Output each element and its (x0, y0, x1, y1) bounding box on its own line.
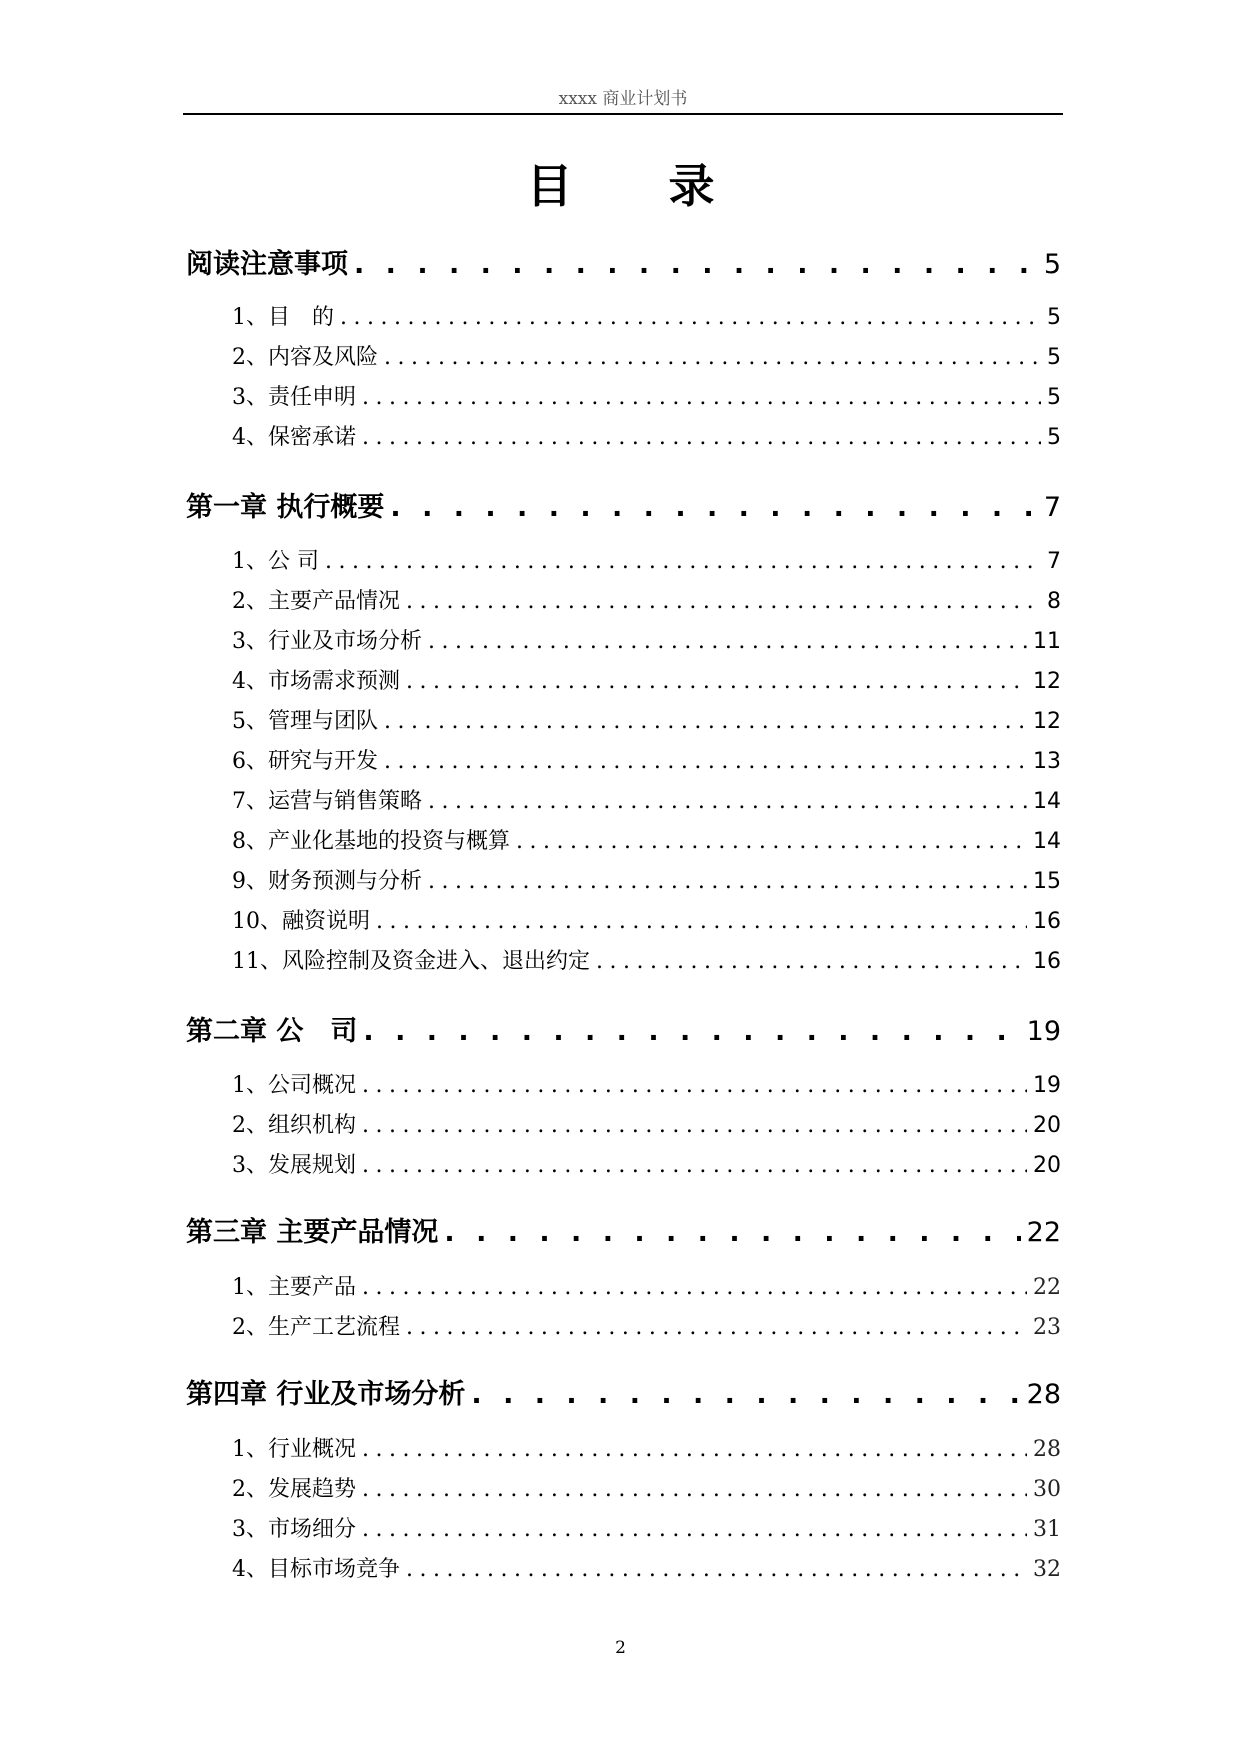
toc-item[interactable] (232, 340, 1061, 371)
toc-item-label: 2、组织机构 (232, 1113, 356, 1138)
toc-item[interactable] (232, 824, 1061, 855)
toc-title: 目 录 (526, 159, 755, 213)
toc-item-label: 6、研究与开发 (232, 749, 378, 774)
toc-item[interactable] (232, 944, 1061, 975)
toc-item[interactable] (232, 704, 1061, 735)
toc-page-number: 19 (1026, 1016, 1061, 1047)
toc-chapter[interactable] (186, 242, 1061, 281)
toc-item[interactable] (232, 1068, 1061, 1099)
toc-leader (444, 1217, 1020, 1248)
toc-item-label: 2、主要产品情况 (232, 589, 400, 614)
toc-leader (471, 1379, 1020, 1410)
toc-leader (390, 492, 1037, 523)
toc-chapter[interactable] (186, 485, 1061, 524)
toc-page-number: 23 (1033, 1315, 1061, 1340)
toc-page-number: 14 (1033, 829, 1061, 854)
toc-page-number: 31 (1033, 1517, 1061, 1542)
toc-chapter[interactable] (186, 1009, 1061, 1048)
toc-item-label: 7、运营与销售策略 (232, 789, 422, 814)
toc-item-label: 2、内容及风险 (232, 345, 378, 370)
toc-item[interactable] (232, 584, 1061, 615)
toc-page-number: 28 (1033, 1437, 1061, 1462)
toc-item-label: 4、保密承诺 (232, 425, 356, 450)
toc-page-number: 16 (1033, 909, 1061, 934)
toc-leader (362, 1437, 1027, 1462)
toc-page-number: 11 (1033, 629, 1061, 654)
toc-item[interactable] (232, 380, 1061, 411)
toc-page-number: 20 (1033, 1153, 1061, 1178)
toc-item[interactable] (232, 544, 1061, 575)
toc-item[interactable] (232, 1270, 1061, 1301)
toc-leader (362, 385, 1041, 410)
toc-leader (406, 1315, 1027, 1340)
toc-item[interactable] (232, 1512, 1061, 1543)
toc-chapter-label: 第四章 行业及市场分析 (186, 1379, 466, 1410)
toc-leader (362, 1477, 1027, 1502)
toc-page-number: 12 (1033, 709, 1061, 734)
toc-leader (406, 1557, 1027, 1582)
toc-page-number: 5 (1047, 425, 1061, 450)
toc-page-number: 14 (1033, 789, 1061, 814)
toc-item-label: 9、财务预测与分析 (232, 869, 422, 894)
toc-leader (325, 549, 1041, 574)
toc-page-number: 22 (1026, 1217, 1061, 1248)
toc-page-number: 16 (1033, 949, 1061, 974)
toc-leader (362, 425, 1041, 450)
toc-item-label: 1、主要产品 (232, 1275, 356, 1300)
toc-leader (406, 669, 1027, 694)
toc-item[interactable] (232, 744, 1061, 775)
toc-item-label: 1、目 的 (232, 305, 334, 330)
toc-page-number: 7 (1043, 492, 1061, 523)
toc-leader (363, 1016, 1020, 1047)
toc-item-label: 3、发展规划 (232, 1153, 356, 1178)
toc-leader (596, 949, 1027, 974)
toc-page-number: 15 (1033, 869, 1061, 894)
toc-leader (516, 829, 1027, 854)
toc-page-number: 32 (1033, 1557, 1061, 1582)
toc-item-label: 3、行业及市场分析 (232, 629, 422, 654)
toc-page-number: 7 (1047, 549, 1061, 574)
toc-chapter-label: 第一章 执行概要 (186, 492, 385, 523)
toc-item-label: 5、管理与团队 (232, 709, 378, 734)
toc-item-label: 4、市场需求预测 (232, 669, 400, 694)
toc-chapter-label: 阅读注意事项 (186, 249, 348, 280)
page-number: 2 (615, 1638, 626, 1658)
toc-leader (354, 249, 1038, 280)
toc-item-label: 1、行业概况 (232, 1437, 356, 1462)
toc-item[interactable] (232, 664, 1061, 695)
toc-page-number: 30 (1033, 1477, 1061, 1502)
toc-item[interactable] (232, 1472, 1061, 1503)
toc-leader (376, 909, 1027, 934)
toc-item-label: 10、融资说明 (232, 909, 370, 934)
toc-leader (362, 1275, 1027, 1300)
toc-item[interactable] (232, 784, 1061, 815)
running-header: xxxx 商业计划书 (558, 89, 688, 109)
toc-item[interactable] (232, 300, 1061, 331)
toc-page-number: 5 (1047, 305, 1061, 330)
toc-item[interactable] (232, 864, 1061, 895)
toc-chapter[interactable] (186, 1210, 1061, 1249)
toc-page-number: 5 (1043, 249, 1061, 280)
toc-page-number: 22 (1033, 1275, 1061, 1300)
toc-chapter-label: 第二章 公 司 (186, 1016, 358, 1047)
toc-item[interactable] (232, 1108, 1061, 1139)
toc-page-number: 13 (1033, 749, 1061, 774)
toc-leader (362, 1517, 1027, 1542)
toc-page-number: 19 (1033, 1073, 1061, 1098)
toc-item-label: 1、公司概况 (232, 1073, 356, 1098)
toc-leader (362, 1153, 1027, 1178)
toc-item-label: 1、公 司 (232, 549, 319, 574)
toc-item[interactable] (232, 1552, 1061, 1583)
toc-page-number: 5 (1047, 385, 1061, 410)
toc-item[interactable] (232, 1310, 1061, 1341)
toc-item[interactable] (232, 1432, 1061, 1463)
toc-leader (362, 1113, 1027, 1138)
toc-leader (384, 709, 1027, 734)
toc-leader (428, 629, 1027, 654)
toc-leader (340, 305, 1041, 330)
toc-leader (428, 869, 1027, 894)
toc-item-label: 8、产业化基地的投资与概算 (232, 829, 510, 854)
toc-page-number: 12 (1033, 669, 1061, 694)
toc-item[interactable] (232, 1148, 1061, 1179)
toc-item-label: 2、生产工艺流程 (232, 1315, 400, 1340)
toc-leader (428, 789, 1027, 814)
toc-page-number: 5 (1047, 345, 1061, 370)
toc-item-label: 3、责任申明 (232, 385, 356, 410)
toc-page-number: 8 (1047, 589, 1061, 614)
toc-leader (384, 345, 1041, 370)
toc-leader (406, 589, 1041, 614)
toc-leader (384, 749, 1027, 774)
toc-page-number: 20 (1033, 1113, 1061, 1138)
toc-leader (362, 1073, 1027, 1098)
toc-item[interactable] (232, 904, 1061, 935)
toc-item[interactable] (232, 420, 1061, 451)
toc-item-label: 2、发展趋势 (232, 1477, 356, 1502)
toc-chapter[interactable] (186, 1372, 1061, 1411)
toc-page-number: 28 (1026, 1379, 1061, 1410)
toc-item-label: 4、目标市场竞争 (232, 1557, 400, 1582)
header-rule (183, 113, 1063, 115)
toc-item-label: 11、风险控制及资金进入、退出约定 (232, 949, 590, 974)
toc-chapter-label: 第三章 主要产品情况 (186, 1217, 439, 1248)
toc-item-label: 3、市场细分 (232, 1517, 356, 1542)
toc-item[interactable] (232, 624, 1061, 655)
